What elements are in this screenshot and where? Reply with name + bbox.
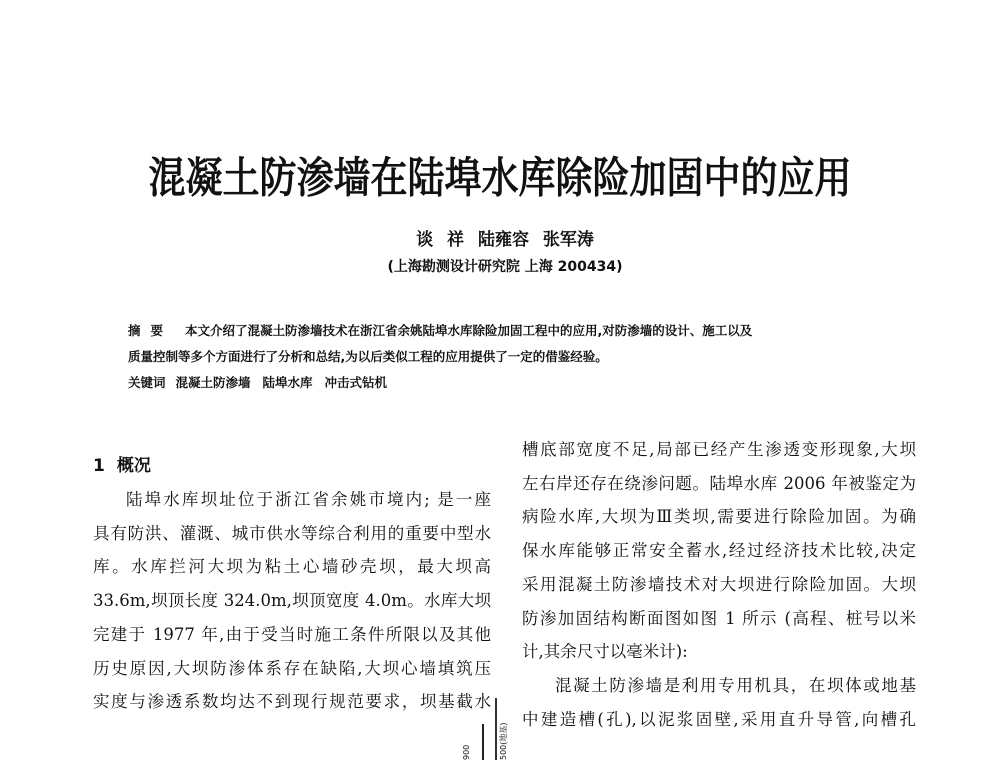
body-line: 采用混凝土防渗墙技术对大坝进行除险加固。大坝: [522, 574, 916, 594]
figure-line: [482, 724, 484, 760]
body-line: 陆埠水库坝址位于浙江省余姚市境内; 是一座: [126, 490, 491, 509]
body-line: 33.6m,坝顶长度 324.0m,坝顶宽度 4.0m。水库大坝: [93, 591, 491, 611]
keyword: 冲击式钻机: [324, 375, 388, 390]
body-line: 完建于 1977 年,由于受当时施工条件所限以及其他: [93, 624, 491, 644]
affiliation: (上海勘测设计研究院 上海 200434): [387, 259, 623, 275]
body-line: 病险水库,大坝为Ⅲ类坝,需要进行除险加固。为确: [522, 507, 916, 527]
figure-label-right: 500(地基): [499, 722, 508, 760]
paper-title: 混凝土防渗墙在陆埠水库除险加固中的应用: [148, 152, 852, 203]
body-line: 混凝土防渗墙是利用专用机具，在坝体或地基: [555, 675, 916, 695]
left-column: [93, 483, 491, 719]
section-heading: [93, 451, 151, 476]
body-line: 具有防洪、灌溉、城市供水等综合利用的重要中型水: [93, 523, 491, 543]
abstract-label: 摘要: [128, 323, 174, 338]
abstract-text-1: 本文介绍了混凝土防渗墙技术在浙江省余姚陆埠水库除险加固工程中的应用,对防渗墙的设计、施工以及: [185, 323, 753, 338]
figure-label-left: 900: [462, 744, 471, 760]
body-line: 历史原因,大坝防渗体系存在缺陷,大坝心墙填筑压: [93, 658, 491, 678]
body-line: 实度与渗透系数均达不到现行规范要求，坝基截水: [93, 692, 491, 712]
figure-fragment: [462, 694, 530, 760]
body-line: 槽底部宽度不足,局部已经产生渗透变形现象,大坝: [522, 440, 916, 459]
keyword: 陆埠水库: [262, 375, 313, 390]
abstract-block: [128, 318, 908, 396]
body-line: 左右岸还存在绕渗问题。陆埠水库 2006 年被鉴定为: [522, 473, 916, 493]
body-line: 中建造槽(孔),以泥浆固壁,采用直升导管,向槽孔: [522, 709, 916, 729]
keywords-label: 关键词: [128, 375, 166, 390]
figure-dimension-line: [495, 698, 497, 760]
body-line: 库。水库拦河大坝为粘土心墙砂壳坝，最大坝高: [93, 557, 491, 577]
right-column: [522, 433, 916, 736]
abstract-line-1: [128, 318, 908, 344]
authors: 谈 祥 陆雍容 张军涛: [416, 230, 594, 250]
body-line: 保水库能够正常安全蓄水,经过经济技术比较,决定: [522, 541, 916, 561]
body-line: 计,其余尺寸以毫米计):: [522, 642, 688, 662]
keyword: 混凝土防渗墙: [175, 375, 251, 390]
abstract-line-2: 质量控制等多个方面进行了分析和总结,为以后类似工程的应用提供了一定的借鉴经验。: [128, 349, 608, 364]
body-line: 防渗加固结构断面图如图 1 所示 (高程、桩号以米: [522, 608, 916, 628]
section-title: 概况: [116, 456, 151, 476]
section-number: 1: [93, 456, 105, 476]
keywords-line: [128, 370, 908, 396]
